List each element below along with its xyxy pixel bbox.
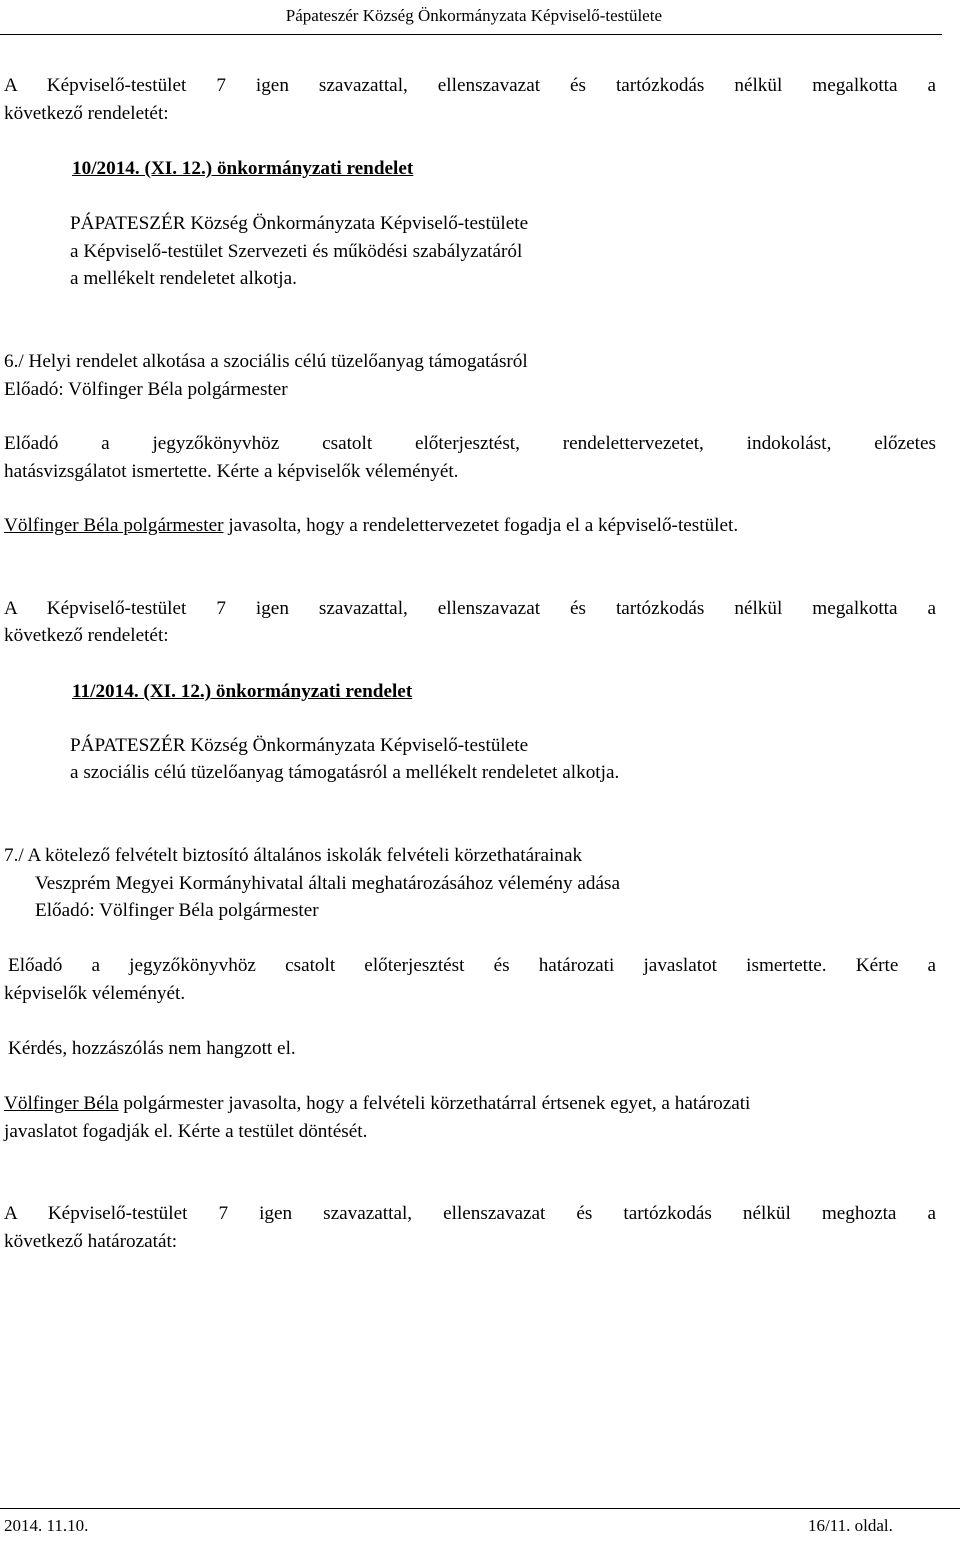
vote-statement-line: következő rendeletét:: [4, 625, 169, 646]
decree-title: 11/2014. (XI. 12.) önkormányzati rendelet: [72, 681, 413, 702]
proposer-name: Völfinger Béla polgármester: [4, 515, 224, 536]
decree-text-line: PÁPATESZÉR Község Önkormányzata Képviselő-testülete: [70, 213, 529, 234]
decree-text-line: a mellékelt rendeletet alkotja.: [70, 268, 297, 289]
vote-statement-line: A Képviselő-testület 7 igen szavazattal, ellenszavazat és tartózkodás nélkül megalkotta a: [4, 75, 936, 96]
vote-statement-line: következő rendeletét:: [4, 103, 169, 124]
footer-page-number: 16/11. oldal.: [808, 1516, 893, 1535]
presenter-line: Előadó: Völfinger Béla polgármester: [35, 900, 319, 921]
decree-text-line: a szociális célú tüzelőanyag támogatásról a mellékelt rendeletet alkotja.: [70, 762, 620, 783]
questions-line: Kérdés, hozzászólás nem hangzott el.: [8, 1038, 296, 1059]
presenter-line: Előadó: Völfinger Béla polgármester: [4, 379, 288, 400]
decree-title: 10/2014. (XI. 12.) önkormányzati rendelet: [72, 158, 414, 179]
decree-text-line: a Képviselő-testület Szervezeti és működési szabályzatáról: [70, 241, 523, 262]
page-footer: [0, 1508, 960, 1542]
paragraph-line: hatásvizsgálatot ismertette. Kérte a képviselők véleményét.: [4, 461, 459, 482]
proposal-text: javasolta, hogy a rendelettervezetet fogadja el a képviselő-testület.: [223, 515, 739, 536]
paragraph-line: Előadó a jegyzőkönyvhöz csatolt előterjesztést és határozati javaslatot ismertette. Kérte a: [8, 955, 936, 976]
decree-text-line: PÁPATESZÉR Község Önkormányzata Képviselő-testülete: [70, 735, 529, 756]
agenda-item-heading: 6./ Helyi rendelet alkotása a szociális célú tüzelőanyag támogatásról: [4, 351, 528, 372]
proposal-line: javaslatot fogadják el. Kérte a testület döntését.: [4, 1121, 368, 1142]
proposal-text: polgármester javasolta, hogy a felvételi körzethatárral értsenek egyet, a határozati: [118, 1093, 751, 1114]
header-title: Pápateszér Község Önkormányzata Képviselő-testülete: [285, 6, 662, 25]
vote-statement-line: A Képviselő-testület 7 igen szavazattal, ellenszavazat és tartózkodás nélkül megalkotta a: [4, 598, 936, 619]
proposal-line: [4, 515, 738, 537]
agenda-item-heading: 7./ A kötelező felvételt biztosító általános iskolák felvételi körzethatárainak: [4, 845, 583, 866]
footer-date: 2014. 11.10.: [4, 1516, 89, 1535]
agenda-item-heading: Veszprém Megyei Kormányhivatal általi meghatározásához vélemény adása: [35, 873, 620, 894]
vote-statement-line: következő határozatát:: [4, 1231, 178, 1252]
proposal-line: [4, 1093, 750, 1115]
page-header: [0, 0, 942, 35]
paragraph-line: Előadó a jegyzőkönyvhöz csatolt előterjesztést, rendelettervezetet, indokolást, előzetes: [4, 433, 936, 454]
paragraph-line: képviselők véleményét.: [4, 983, 186, 1004]
proposer-name: Völfinger Béla: [4, 1093, 119, 1114]
vote-statement-line: A Képviselő-testület 7 igen szavazattal, ellenszavazat és tartózkodás nélkül meghozta a: [4, 1203, 936, 1224]
